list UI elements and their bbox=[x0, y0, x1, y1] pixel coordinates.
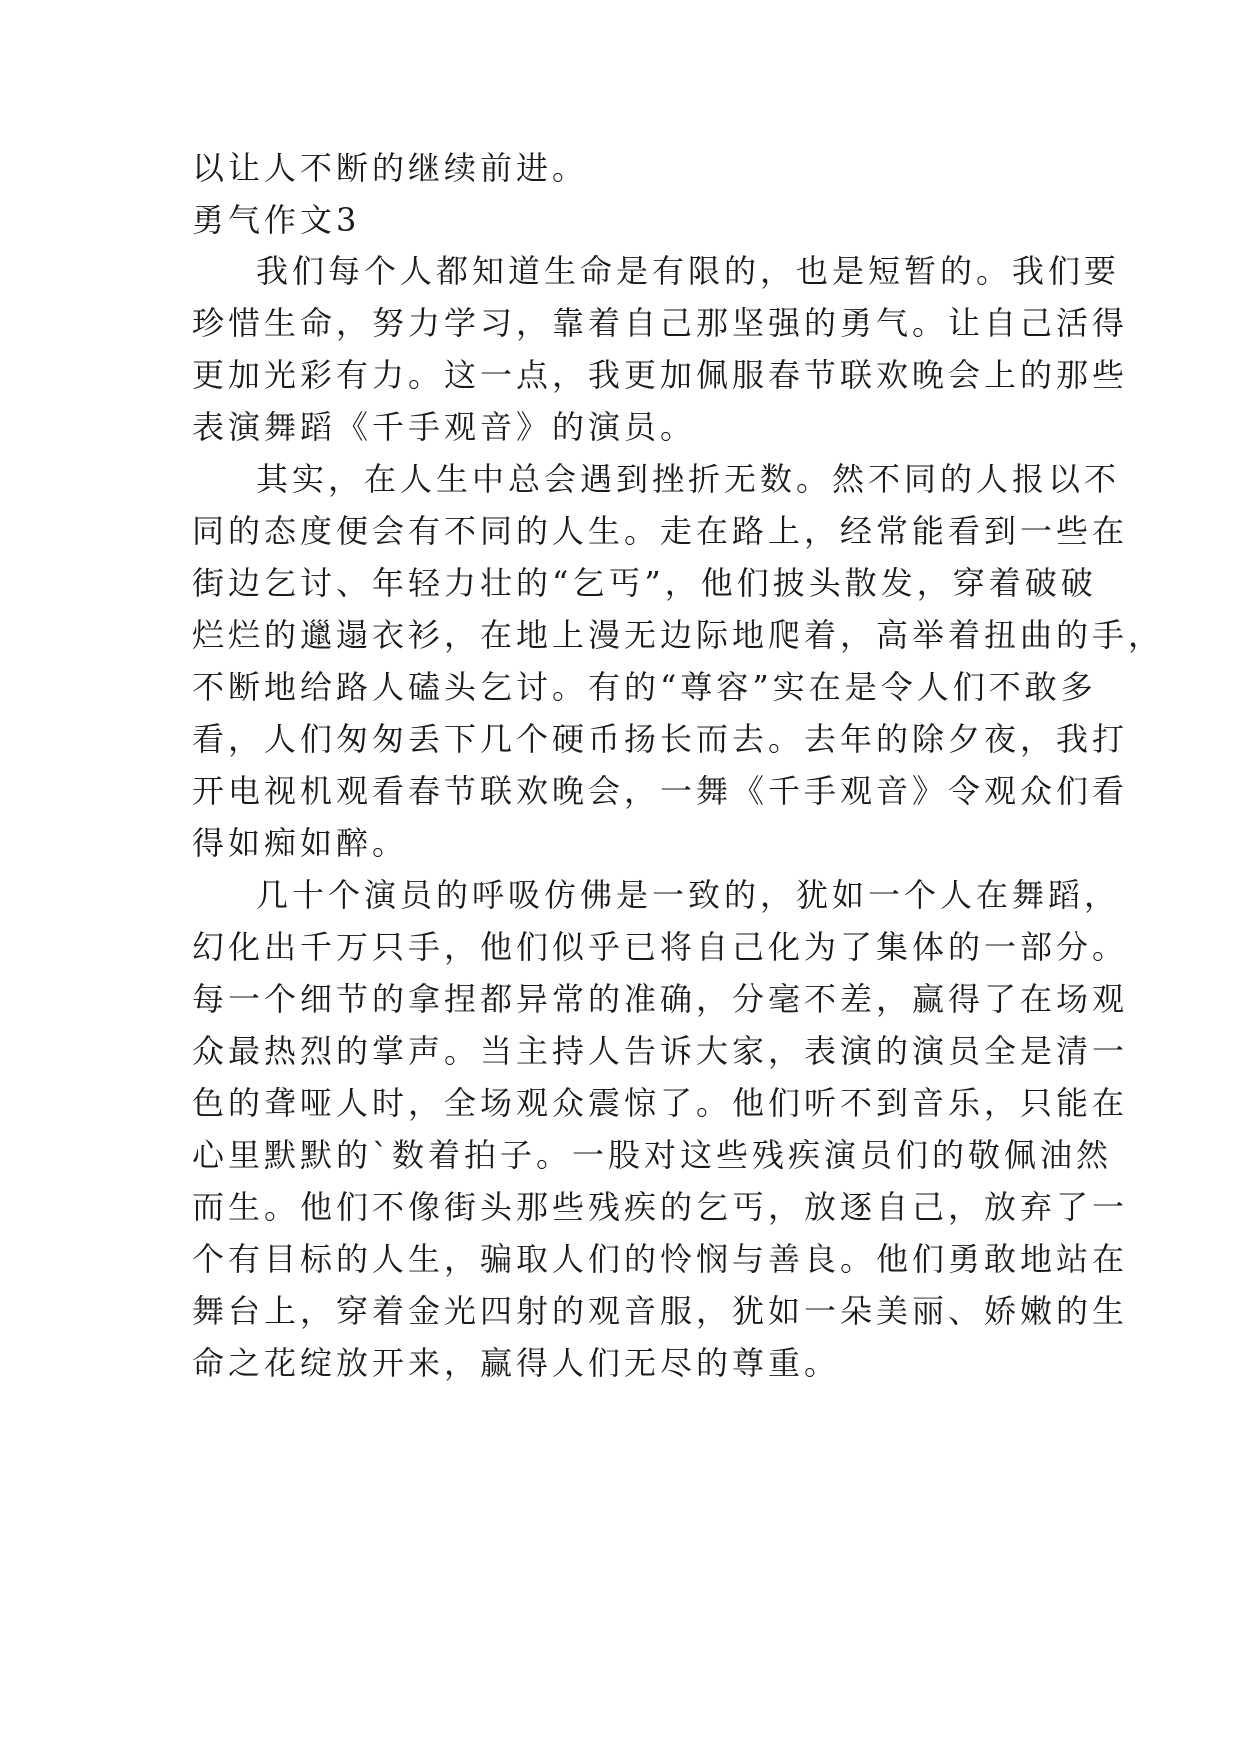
paragraph-3-line-3: 每一个细节的拿捏都异常的准确，分毫不差，赢得了在场观 bbox=[192, 980, 1129, 1018]
paragraph-3-line-8: 个有目标的人生，骗取人们的怜悯与善良。他们勇敢地站在 bbox=[192, 1240, 1129, 1278]
paragraph-1-line-4: 表演舞蹈《千手观音》的演员。 bbox=[192, 408, 697, 446]
paragraph-2-line-6: 看，人们匆匆丢下几个硬币扬长而去。去年的除夕夜，我打 bbox=[192, 720, 1129, 758]
text-line-continuation: 以让人不断的继续前进。 bbox=[192, 149, 589, 187]
paragraph-3-line-9: 舞台上，穿着金光四射的观音服，犹如一朵美丽、娇嫩的生 bbox=[192, 1292, 1129, 1330]
paragraph-3-line-10: 命之花绽放开来，赢得人们无尽的尊重。 bbox=[192, 1344, 841, 1382]
paragraph-3-line-5: 色的聋哑人时，全场观众震惊了。他们听不到音乐，只能在 bbox=[192, 1084, 1129, 1122]
paragraph-2-line-8: 得如痴如醉。 bbox=[192, 824, 409, 862]
paragraph-2-line-5: 不断地给路人磕头乞讨。有的“尊容”实在是令人们不敢多 bbox=[192, 668, 1097, 706]
paragraph-3-line-7: 而生。他们不像街头那些残疾的乞丐，放逐自己，放弃了一 bbox=[192, 1188, 1129, 1226]
paragraph-2-line-1: 其实，在人生中总会遇到挫折无数。然不同的人报以不 bbox=[256, 460, 1121, 498]
paragraph-2-line-4: 烂烂的邋遢衣衫，在地上漫无边际地爬着，高举着扭曲的手， bbox=[192, 616, 1165, 654]
paragraph-3-line-4: 众最热烈的掌声。当主持人告诉大家，表演的演员全是清一 bbox=[192, 1032, 1129, 1070]
paragraph-3-line-6: 心里默默的`数着拍子。一股对这些残疾演员们的敬佩油然 bbox=[192, 1136, 1113, 1174]
paragraph-1-line-2: 珍惜生命，努力学习，靠着自己那坚强的勇气。让自己活得 bbox=[192, 304, 1129, 342]
paragraph-3-line-2: 幻化出千万只手，他们似乎已将自己化为了集体的一部分。 bbox=[192, 928, 1129, 966]
paragraph-2-line-7: 开电视机观看春节联欢晚会，一舞《千手观音》令观众们看 bbox=[192, 772, 1129, 810]
paragraph-3-line-1: 几十个演员的呼吸仿佛是一致的，犹如一个人在舞蹈， bbox=[256, 876, 1121, 914]
paragraph-1-line-1: 我们每个人都知道生命是有限的，也是短暂的。我们要 bbox=[256, 252, 1121, 290]
paragraph-2-line-2: 同的态度便会有不同的人生。走在路上，经常能看到一些在 bbox=[192, 512, 1129, 550]
paragraph-2-line-3: 街边乞讨、年轻力壮的“乞丐”，他们披头散发，穿着破破 bbox=[192, 564, 1097, 602]
paragraph-1-line-3: 更加光彩有力。这一点，我更加佩服春节联欢晚会上的那些 bbox=[192, 356, 1129, 394]
section-heading: 勇气作文3 bbox=[192, 201, 361, 239]
